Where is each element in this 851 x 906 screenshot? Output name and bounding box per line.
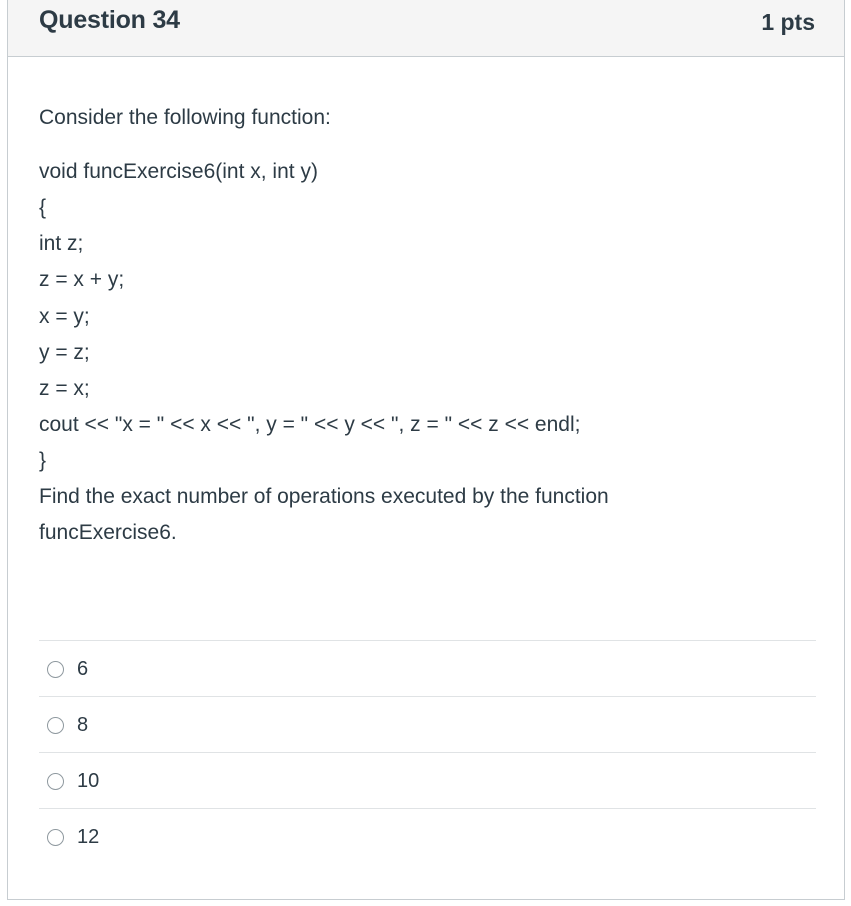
answer-option-6[interactable] (39, 640, 816, 696)
answer-option-8[interactable] (39, 696, 816, 752)
question-prompt-line-1: Find the exact number of operations executed by the function (39, 485, 609, 508)
code-line-close-brace: } (39, 449, 47, 472)
code-line-assign-x: x = y; (39, 305, 90, 328)
answer-label[interactable]: 12 (77, 826, 100, 848)
code-line-assign-y: y = z; (39, 341, 90, 364)
answer-option-10[interactable] (39, 752, 816, 808)
answer-label[interactable]: 10 (77, 770, 100, 792)
radio-button[interactable] (47, 829, 64, 846)
answer-option-12[interactable] (39, 808, 816, 864)
radio-button[interactable] (47, 661, 64, 678)
answer-list (39, 640, 816, 864)
code-line-assign-z: z = x; (39, 377, 90, 400)
radio-button[interactable] (47, 773, 64, 790)
question-card (7, 0, 845, 900)
question-prompt-line-2: funcExercise6. (39, 521, 177, 544)
question-points: 1 pts (761, 9, 815, 35)
code-line-cout: cout << "x = " << x << ", y = " << y << ", z = " << z << endl; (39, 413, 581, 436)
question-title: Question 34 (39, 6, 180, 34)
answer-label[interactable]: 8 (77, 714, 89, 736)
code-line-open-brace: { (39, 196, 47, 219)
code-line-declare: int z; (39, 232, 84, 255)
answer-label[interactable]: 6 (77, 658, 89, 680)
radio-button[interactable] (47, 717, 64, 734)
question-header (8, 0, 844, 57)
code-line-signature: void funcExercise6(int x, int y) (39, 160, 318, 183)
question-intro: Consider the following function: (39, 106, 331, 129)
code-line-sum: z = x + y; (39, 268, 125, 291)
